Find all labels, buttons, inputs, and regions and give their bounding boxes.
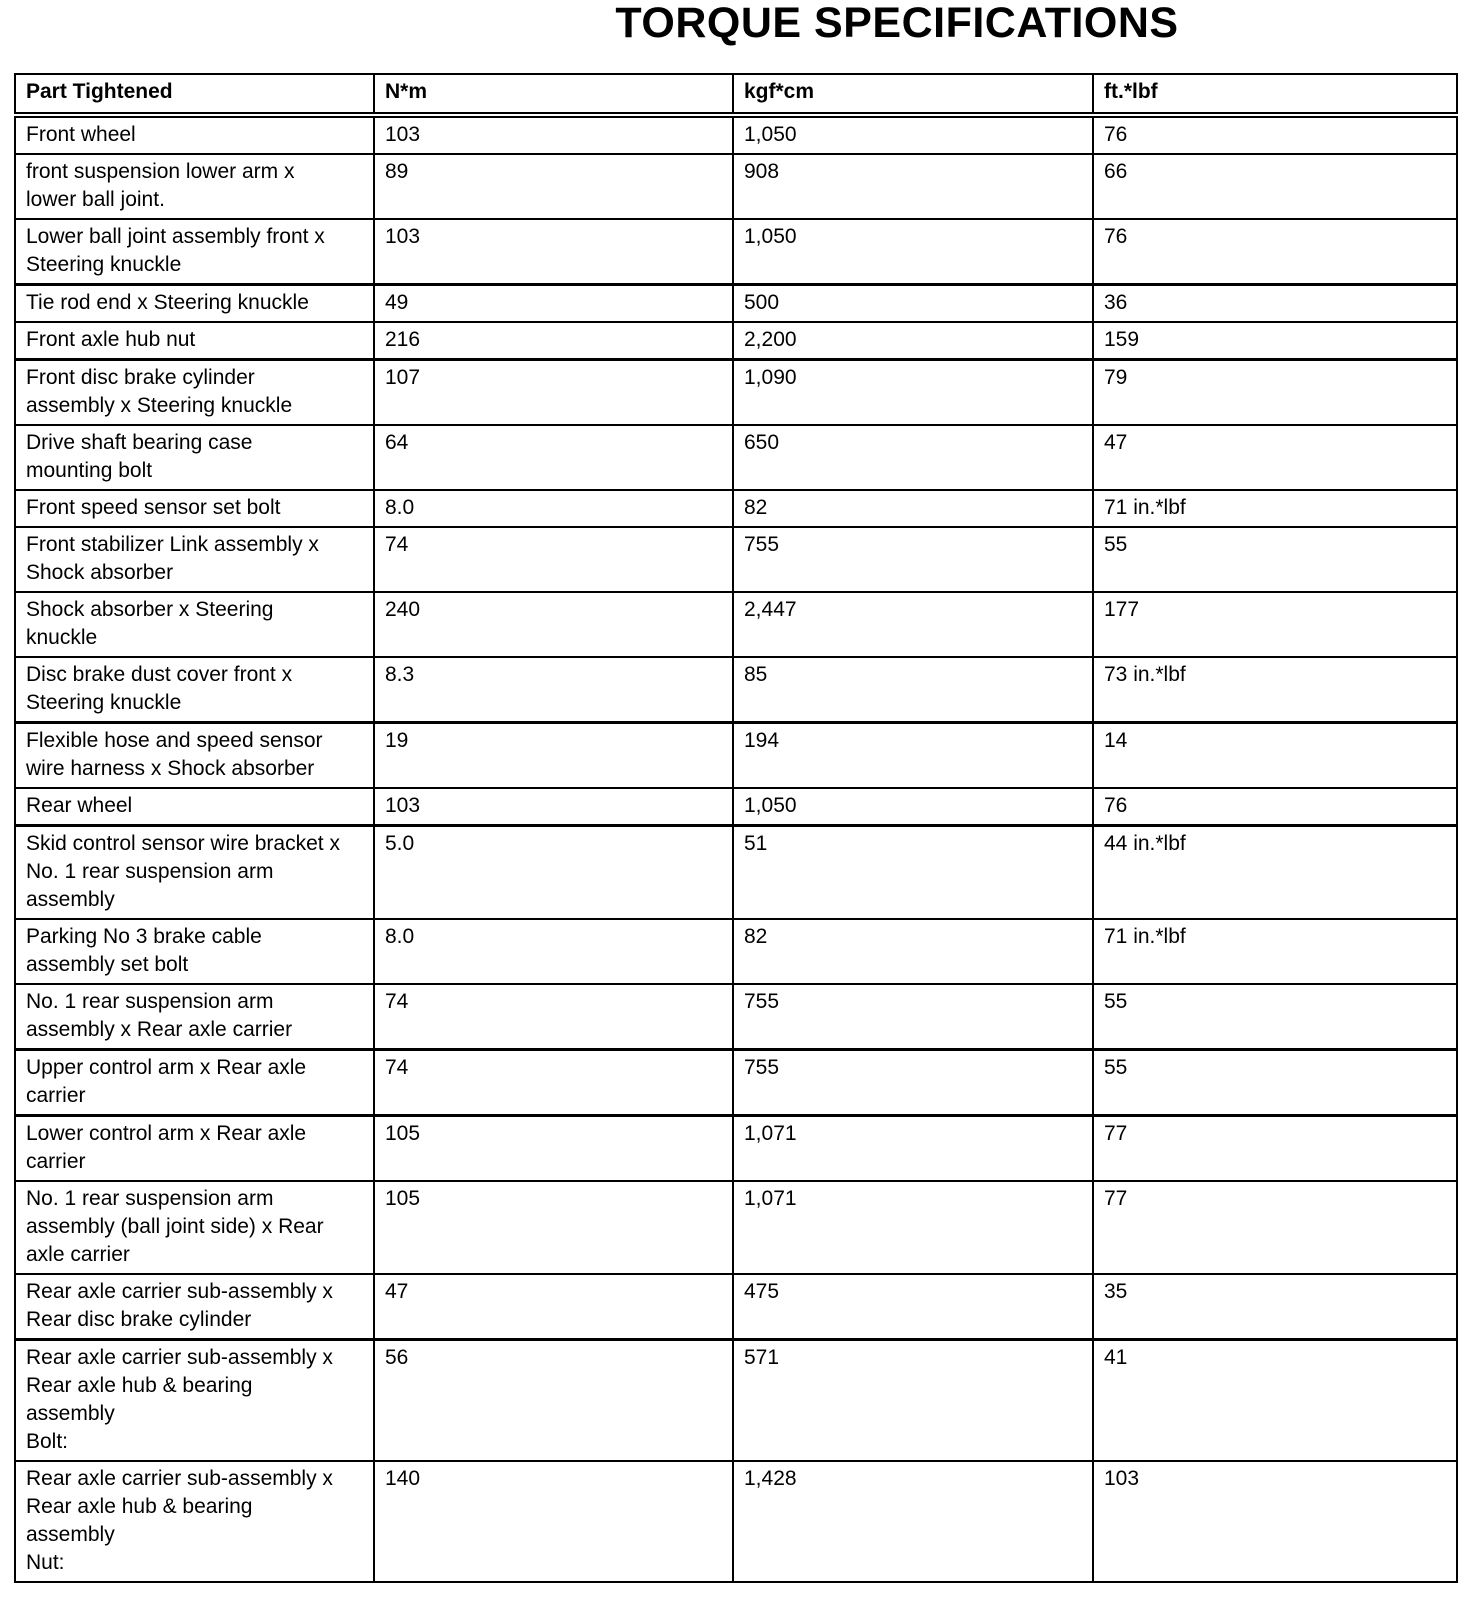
- cell-nm: 49: [374, 285, 733, 323]
- cell-nm: 103: [374, 219, 733, 285]
- header-part-tightened: Part Tightened: [15, 74, 374, 115]
- cell-nm: 140: [374, 1461, 733, 1582]
- table-row: [15, 788, 1457, 826]
- cell-nm: 74: [374, 984, 733, 1050]
- cell-kgfcm: 475: [733, 1274, 1093, 1340]
- cell-part: Tie rod end x Steering knuckle: [15, 285, 374, 323]
- cell-part: Lower control arm x Rear axle carrier: [15, 1116, 374, 1182]
- table-row: [15, 490, 1457, 527]
- table-row: [15, 984, 1457, 1050]
- cell-ftlbf: 35: [1093, 1274, 1457, 1340]
- table-row: [15, 360, 1457, 426]
- cell-ftlbf: 14: [1093, 723, 1457, 789]
- cell-kgfcm: 82: [733, 490, 1093, 527]
- cell-ftlbf: 77: [1093, 1116, 1457, 1182]
- cell-kgfcm: 85: [733, 657, 1093, 723]
- cell-part: Front speed sensor set bolt: [15, 490, 374, 527]
- cell-kgfcm: 908: [733, 154, 1093, 219]
- header-ftlbf: ft.*lbf: [1093, 74, 1457, 115]
- cell-kgfcm: 1,050: [733, 219, 1093, 285]
- table-row: [15, 1340, 1457, 1462]
- table-row: [15, 1274, 1457, 1340]
- table-row: [15, 826, 1457, 920]
- cell-nm: 8.0: [374, 490, 733, 527]
- cell-ftlbf: 71 in.*lbf: [1093, 490, 1457, 527]
- cell-ftlbf: 41: [1093, 1340, 1457, 1462]
- table-row: [15, 115, 1457, 154]
- cell-kgfcm: 755: [733, 1050, 1093, 1116]
- cell-part: Rear axle carrier sub-assembly x Rear axle hub & bearing assembly Bolt:: [15, 1340, 374, 1462]
- page-title: TORQUE SPECIFICATIONS: [615, 0, 1179, 47]
- cell-kgfcm: 1,071: [733, 1116, 1093, 1182]
- cell-part: Upper control arm x Rear axle carrier: [15, 1050, 374, 1116]
- torque-spec-table: [14, 73, 1458, 1583]
- header-nm: N*m: [374, 74, 733, 115]
- cell-nm: 103: [374, 788, 733, 826]
- cell-ftlbf: 76: [1093, 115, 1457, 154]
- cell-ftlbf: 55: [1093, 1050, 1457, 1116]
- cell-kgfcm: 82: [733, 919, 1093, 984]
- cell-nm: 103: [374, 115, 733, 154]
- cell-kgfcm: 1,090: [733, 360, 1093, 426]
- cell-part: Flexible hose and speed sensor wire harness x Shock absorber: [15, 723, 374, 789]
- cell-nm: 74: [374, 527, 733, 592]
- cell-kgfcm: 2,200: [733, 322, 1093, 360]
- table-row: [15, 1461, 1457, 1582]
- cell-part: Rear axle carrier sub-assembly x Rear axle hub & bearing assembly Nut:: [15, 1461, 374, 1582]
- table-row: [15, 527, 1457, 592]
- cell-nm: 5.0: [374, 826, 733, 920]
- cell-kgfcm: 500: [733, 285, 1093, 323]
- cell-ftlbf: 177: [1093, 592, 1457, 657]
- cell-nm: 8.3: [374, 657, 733, 723]
- cell-nm: 240: [374, 592, 733, 657]
- table-row: [15, 1181, 1457, 1274]
- table-row: [15, 219, 1457, 285]
- cell-part: Skid control sensor wire bracket x No. 1 rear suspension arm assembly: [15, 826, 374, 920]
- cell-part: Front disc brake cylinder assembly x Steering knuckle: [15, 360, 374, 426]
- cell-kgfcm: 650: [733, 425, 1093, 490]
- cell-ftlbf: 44 in.*lbf: [1093, 826, 1457, 920]
- table-header-row: [15, 74, 1457, 115]
- cell-kgfcm: 1,428: [733, 1461, 1093, 1582]
- table-row: [15, 1050, 1457, 1116]
- table-row: [15, 425, 1457, 490]
- cell-part: front suspension lower arm x lower ball joint.: [15, 154, 374, 219]
- cell-part: Front stabilizer Link assembly x Shock absorber: [15, 527, 374, 592]
- cell-ftlbf: 77: [1093, 1181, 1457, 1274]
- cell-ftlbf: 159: [1093, 322, 1457, 360]
- table-row: [15, 154, 1457, 219]
- table-row: [15, 1116, 1457, 1182]
- cell-nm: 89: [374, 154, 733, 219]
- table-row: [15, 592, 1457, 657]
- cell-part: No. 1 rear suspension arm assembly x Rear axle carrier: [15, 984, 374, 1050]
- cell-ftlbf: 103: [1093, 1461, 1457, 1582]
- cell-ftlbf: 47: [1093, 425, 1457, 490]
- cell-nm: 19: [374, 723, 733, 789]
- cell-kgfcm: 1,071: [733, 1181, 1093, 1274]
- cell-kgfcm: 194: [733, 723, 1093, 789]
- cell-part: Drive shaft bearing case mounting bolt: [15, 425, 374, 490]
- cell-part: Shock absorber x Steering knuckle: [15, 592, 374, 657]
- cell-part: Front wheel: [15, 115, 374, 154]
- table-row: [15, 723, 1457, 789]
- cell-part: Rear wheel: [15, 788, 374, 826]
- cell-ftlbf: 55: [1093, 527, 1457, 592]
- cell-kgfcm: 1,050: [733, 115, 1093, 154]
- table-row: [15, 322, 1457, 360]
- header-kgfcm: kgf*cm: [733, 74, 1093, 115]
- cell-part: Disc brake dust cover front x Steering knuckle: [15, 657, 374, 723]
- cell-kgfcm: 755: [733, 527, 1093, 592]
- cell-ftlbf: 36: [1093, 285, 1457, 323]
- cell-nm: 105: [374, 1181, 733, 1274]
- cell-nm: 105: [374, 1116, 733, 1182]
- cell-ftlbf: 71 in.*lbf: [1093, 919, 1457, 984]
- cell-ftlbf: 79: [1093, 360, 1457, 426]
- cell-nm: 216: [374, 322, 733, 360]
- cell-nm: 47: [374, 1274, 733, 1340]
- cell-nm: 8.0: [374, 919, 733, 984]
- cell-kgfcm: 1,050: [733, 788, 1093, 826]
- cell-part: Lower ball joint assembly front x Steering knuckle: [15, 219, 374, 285]
- cell-ftlbf: 66: [1093, 154, 1457, 219]
- cell-kgfcm: 755: [733, 984, 1093, 1050]
- cell-part: Rear axle carrier sub-assembly x Rear disc brake cylinder: [15, 1274, 374, 1340]
- cell-kgfcm: 2,447: [733, 592, 1093, 657]
- table-row: [15, 657, 1457, 723]
- table-row: [15, 919, 1457, 984]
- cell-ftlbf: 76: [1093, 219, 1457, 285]
- cell-kgfcm: 51: [733, 826, 1093, 920]
- cell-part: No. 1 rear suspension arm assembly (ball joint side) x Rear axle carrier: [15, 1181, 374, 1274]
- cell-part: Front axle hub nut: [15, 322, 374, 360]
- cell-ftlbf: 76: [1093, 788, 1457, 826]
- cell-nm: 74: [374, 1050, 733, 1116]
- table-row: [15, 285, 1457, 323]
- cell-nm: 64: [374, 425, 733, 490]
- cell-kgfcm: 571: [733, 1340, 1093, 1462]
- cell-part: Parking No 3 brake cable assembly set bolt: [15, 919, 374, 984]
- cell-nm: 107: [374, 360, 733, 426]
- cell-nm: 56: [374, 1340, 733, 1462]
- cell-ftlbf: 55: [1093, 984, 1457, 1050]
- cell-ftlbf: 73 in.*lbf: [1093, 657, 1457, 723]
